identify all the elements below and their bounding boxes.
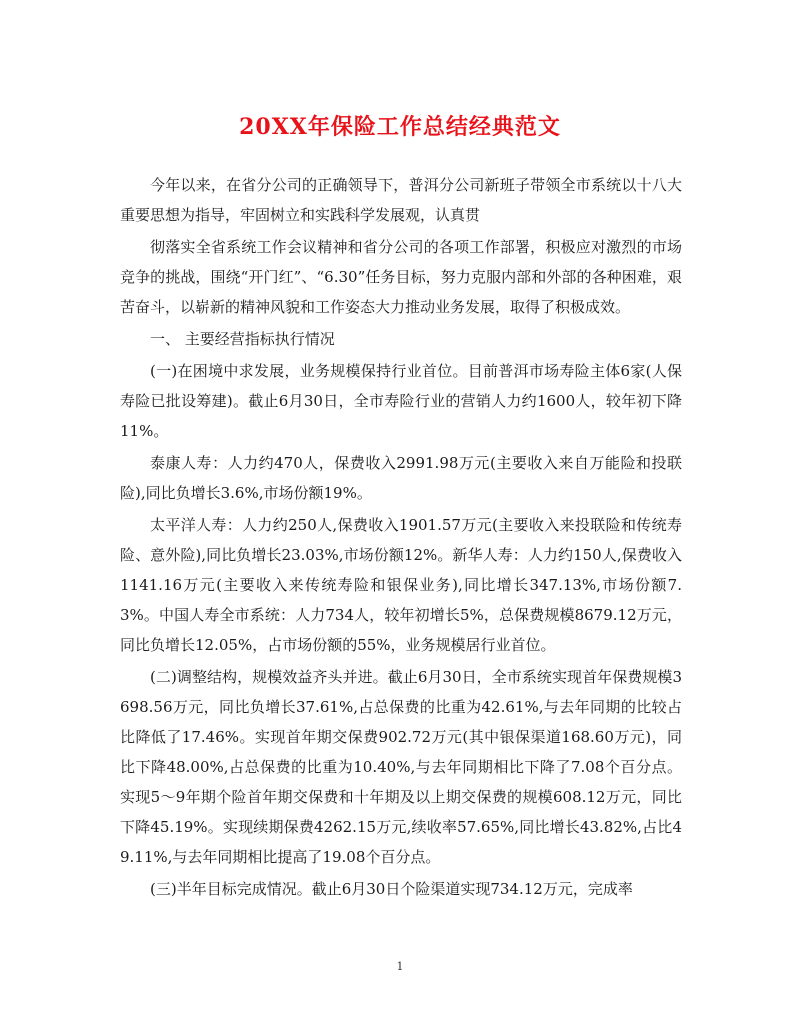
paragraph-structure-adjustment: (二)调整结构，规模效益齐头并进。截止6月30日，全市系统实现首年保费规模3698.56万元，同比负增长37.61%,占总保费的比重为42.61%,与去年同期的比较占比降低了17.46%。实现首年期交保费902.72万元(其中银保渠道168.60万元)，同比下降48.00%,占总保费的比重为10.40%,与去年同期相比下降了7.08个百分点。实现5～9年期个险首年期交保费和十年期及以上期交保费的规模608.12万元，同比下降45.19%。实现续期保费4262.15万元,续收率57.65%,同比增长43.82%,占比49.11%,与去年同期相比提高了19.08个百分点。 — [120, 668, 682, 866]
paragraph-half-year-target: (三)半年目标完成情况。截止6月30日个险渠道实现734.12万元，完成率 — [150, 880, 633, 898]
paragraph-taikang: 泰康人寿：人力约470人，保费收入2991.98万元(主要收入来自万能险和投联险),同比负增长3.6%,市场份额19%。 — [120, 454, 682, 502]
paragraph-intro: 今年以来，在省分公司的正确领导下，普洱分公司新班子带领全市系统以十八大重要思想为指导，牢固树立和实践科学发展观，认真贯 — [120, 176, 682, 224]
paragraph-pacific-newchina-chinalife: 太平洋人寿：人力约250人,保费收入1901.57万元(主要收入来投联险和传统寿险、意外险),同比负增长23.03%,市场份额12%。新华人寿：人力约150人,保费收入1141.16万元(主要收入来传统寿险和银保业务),同比增长347.13%,市场份额7.3%。中国人寿全市系统：人力734人，较年初增长5%，总保费规模8679.12万元，同比负增长12.05%，占市场份额的55%，业务规模居行业首位。 — [120, 516, 682, 654]
page-title: 20XX年保险工作总结经典范文 — [239, 114, 561, 140]
page-number: 1 — [396, 960, 404, 973]
section-heading: 一、 主要经营指标执行情况 — [150, 330, 335, 348]
paragraph-intro-continued: 彻落实全省系统工作会议精神和省分公司的各项工作部署，积极应对激烈的市场竞争的挑战，围绕“开门红”、“6.30”任务目标，努力克服内部和外部的各种困难，艰苦奋斗，以崭新的精神风貌和工作姿态大力推动业务发展，取得了积极成效。 — [120, 238, 682, 316]
document-body — [120, 170, 682, 906]
paragraph-business-scale: (一)在困境中求发展，业务规模保持行业首位。目前普洱市场寿险主体6家(人保寿险已批设筹建)。截止6月30日，全市寿险行业的营销人力约1600人，较年初下降11%。 — [120, 362, 682, 440]
